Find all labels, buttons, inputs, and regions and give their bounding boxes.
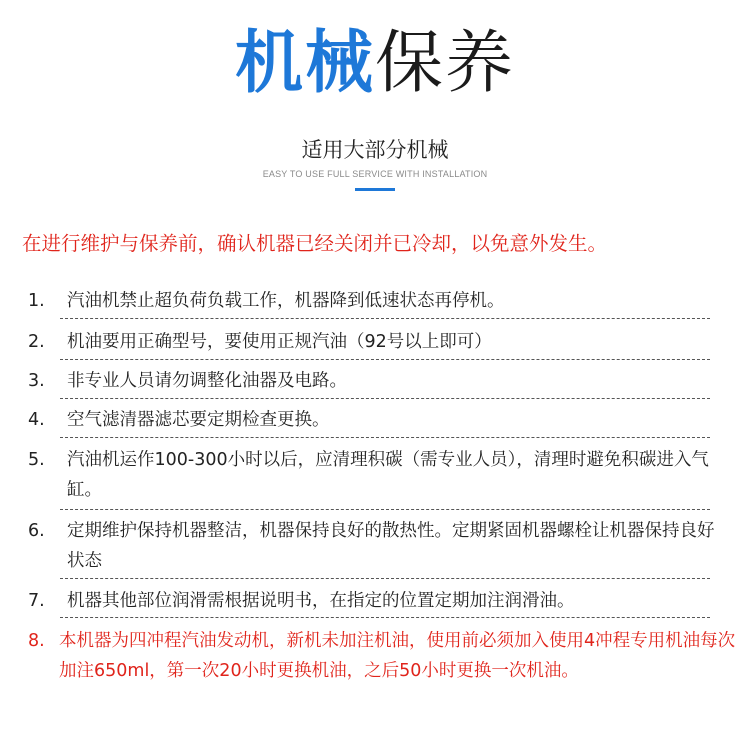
item-text: 机器其他部位润滑需根据说明书，在指定的位置定期加注润滑油。: [67, 591, 575, 611]
item-text: 空气滤清器滤芯要定期检查更换。: [67, 410, 330, 430]
item-number: 4.: [28, 410, 45, 430]
item-number: 2.: [28, 332, 45, 352]
safety-warning: 在进行维护与保养前，确认机器已经关闭并已冷却，以免意外发生。: [22, 232, 608, 255]
divider: [60, 509, 710, 510]
item-number: 8.: [28, 631, 45, 651]
item-number: 1.: [28, 291, 45, 311]
divider: [60, 437, 710, 438]
divider: [60, 398, 710, 399]
item-text: 定期维护保持机器整洁，机器保持良好的散热性。定期紧固机器螺栓让机器保持良好状态: [67, 521, 715, 571]
title-part-machinery: 机械: [234, 24, 375, 103]
divider: [60, 617, 710, 618]
page-title: [0, 22, 750, 106]
item-text: 非专业人员请勿调整化油器及电路。: [67, 371, 347, 391]
divider: [60, 359, 710, 360]
item-number: 6.: [28, 521, 45, 541]
subtitle-english: EASY TO USE FULL SERVICE WITH INSTALLATION: [262, 169, 488, 179]
item-number: 7.: [28, 591, 45, 611]
item-text: 汽油机运作100-300小时以后，应清理积碳（需专业人员），清理时避免积碳进入气缸。: [67, 450, 709, 500]
accent-bar: [355, 188, 395, 191]
divider: [60, 578, 710, 579]
divider: [60, 318, 710, 319]
item-text: 汽油机禁止超负荷负载工作，机器降到低速状态再停机。: [67, 291, 505, 311]
item-text: 本机器为四冲程汽油发动机，新机未加注机油，使用前必须加入使用4冲程专用机油每次加注650ml，第一次20小时更换机油，之后50小时更换一次机油。: [59, 631, 736, 681]
item-number: 5.: [28, 450, 45, 470]
item-number: 3.: [28, 371, 45, 391]
item-text: 机油要用正确型号，要使用正规汽油（92号以上即可）: [67, 332, 492, 352]
title-part-maintenance: 保养: [375, 24, 516, 103]
subtitle: 适用大部分机械: [301, 138, 449, 162]
